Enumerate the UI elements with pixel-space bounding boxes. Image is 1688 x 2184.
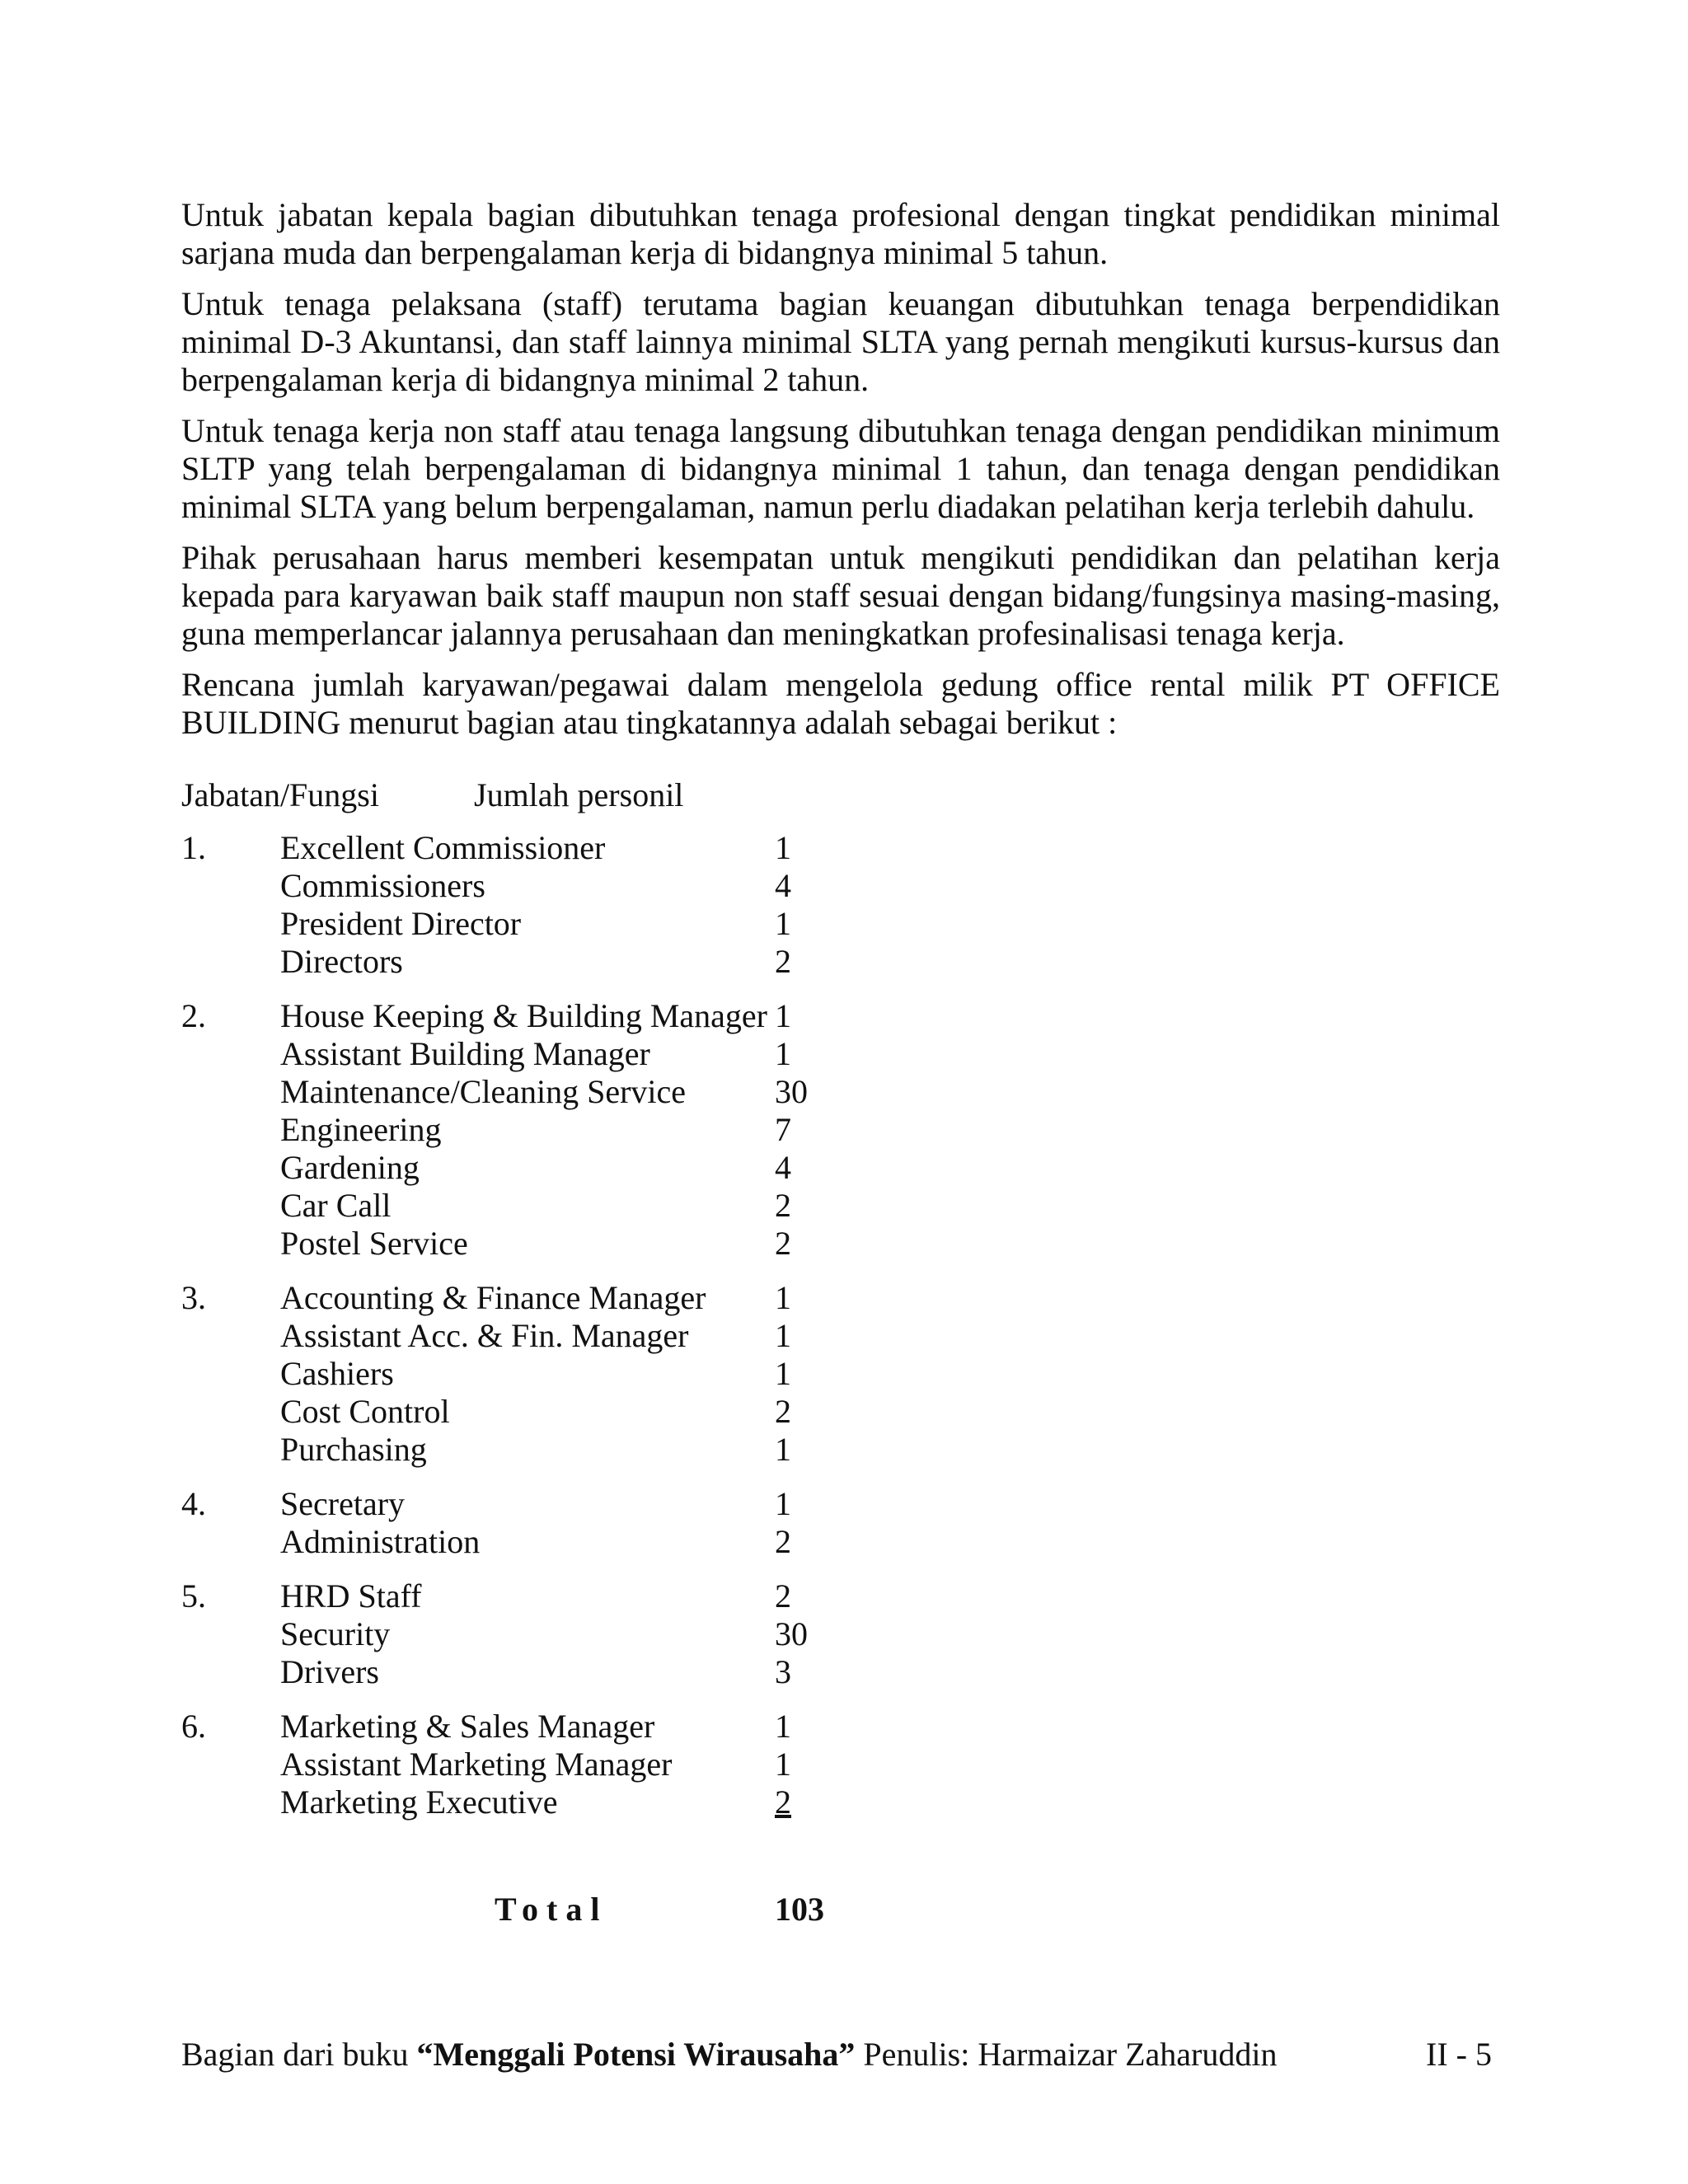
staff-count: 4 <box>775 1149 791 1186</box>
staff-count: 1 <box>775 1431 791 1468</box>
staff-role: Excellent Commissioner <box>280 829 606 866</box>
page-footer <box>181 2036 1500 2074</box>
staff-role: Cost Control <box>280 1393 450 1430</box>
group-number: 3. <box>181 1279 206 1316</box>
staff-count: 1 <box>775 829 791 866</box>
paragraph-5: Rencana jumlah karyawan/pegawai dalam mengelola gedung office rental milik PT OFFICE BUILDING menurut bagian atau tingkatannya adalah sebagai berikut : <box>181 666 1500 741</box>
group-number: 6. <box>181 1708 206 1745</box>
staff-count: 2 <box>775 1225 791 1262</box>
staff-count: 1 <box>775 997 791 1034</box>
staff-count: 1 <box>775 1746 791 1783</box>
staff-role: Security <box>280 1615 391 1652</box>
paragraph-1: Untuk jabatan kepala bagian dibutuhkan tenaga profesional dengan tingkat pendidikan minimal sarjana muda dan berpengalaman kerja di bidangnya minimal 5 tahun. <box>181 196 1500 271</box>
staff-group <box>181 1708 1170 1821</box>
staff-count: 2 <box>775 1783 791 1821</box>
staff-group <box>181 1485 1170 1561</box>
staff-row <box>181 1577 1170 1615</box>
total-label: Total <box>495 1891 608 1928</box>
staff-role: Directors <box>280 943 403 980</box>
staff-role: Drivers <box>280 1653 379 1690</box>
group-number: 4. <box>181 1485 206 1522</box>
staff-role: Commissioners <box>280 867 485 904</box>
staff-role: Gardening <box>280 1149 420 1186</box>
staff-row <box>181 1355 1170 1393</box>
staff-row <box>181 1393 1170 1431</box>
staff-list <box>181 829 1170 1838</box>
staff-count: 1 <box>775 1035 791 1072</box>
staff-role: Marketing Executive <box>280 1783 558 1821</box>
staff-row <box>181 1073 1170 1111</box>
staff-row <box>181 1187 1170 1225</box>
page-number: II - 5 <box>1426 2036 1492 2073</box>
staff-count: 2 <box>775 943 791 980</box>
column-header-position: Jabatan/Fungsi <box>181 776 379 813</box>
staff-row <box>181 1279 1170 1317</box>
footer-book-title: “Menggali Potensi Wirausaha” <box>416 2036 856 2073</box>
staff-count: 7 <box>775 1111 791 1148</box>
staff-row <box>181 1111 1170 1149</box>
staff-row <box>181 943 1170 981</box>
total-value: 103 <box>775 1891 824 1928</box>
staff-role: Purchasing <box>280 1431 427 1468</box>
staff-group <box>181 1279 1170 1469</box>
staff-role: President Director <box>280 905 522 942</box>
body-text <box>181 196 1500 755</box>
staff-role: Accounting & Finance Manager <box>280 1279 706 1316</box>
staff-role: Assistant Marketing Manager <box>280 1746 673 1783</box>
staff-count: 2 <box>775 1393 791 1430</box>
staff-count: 1 <box>775 1708 791 1745</box>
staff-role: House Keeping & Building Manager <box>280 997 767 1034</box>
column-header-count: Jumlah personil <box>474 776 684 813</box>
staff-role: Marketing & Sales Manager <box>280 1708 655 1745</box>
staff-role: HRD Staff <box>280 1577 422 1615</box>
staff-row <box>181 905 1170 943</box>
staff-role: Maintenance/Cleaning Service <box>280 1073 687 1110</box>
staff-count: 2 <box>775 1577 791 1615</box>
staff-row <box>181 1149 1170 1187</box>
staff-row <box>181 1035 1170 1073</box>
staff-role: Secretary <box>280 1485 406 1522</box>
staff-row <box>181 1523 1170 1561</box>
staff-row <box>181 997 1170 1035</box>
group-number: 5. <box>181 1577 206 1615</box>
staff-row <box>181 1317 1170 1355</box>
staff-count: 1 <box>775 1279 791 1316</box>
staff-role: Cashiers <box>280 1355 394 1392</box>
staff-count: 1 <box>775 905 791 942</box>
staff-count: 2 <box>775 1187 791 1224</box>
staff-row <box>181 1746 1170 1783</box>
staff-count: 2 <box>775 1523 791 1560</box>
staff-role: Engineering <box>280 1111 442 1148</box>
staff-row <box>181 1783 1170 1821</box>
paragraph-4: Pihak perusahaan harus memberi kesempatan untuk mengikuti pendidikan dan pelatihan kerja kepada para karyawan baik staff maupun non staff sesuai dengan bidang/fungsinya masing-masing, guna memperlancar jalannya perusahaan dan meningkatkan profesinalisasi tenaga kerja. <box>181 539 1500 652</box>
staff-row <box>181 1615 1170 1653</box>
paragraph-3: Untuk tenaga kerja non staff atau tenaga langsung dibutuhkan tenaga dengan pendidikan minimum SLTP yang telah berpengalaman di bidangnya minimal 1 tahun, dan tenaga dengan pendidikan minimal SLTA yang belum berpengalaman, namun perlu diadakan pelatihan kerja terlebih dahulu. <box>181 412 1500 525</box>
staff-count: 1 <box>775 1485 791 1522</box>
staff-role: Assistant Acc. & Fin. Manager <box>280 1317 689 1354</box>
footer-prefix: Bagian dari buku <box>181 2036 417 2073</box>
staff-count: 1 <box>775 1355 791 1392</box>
staff-count: 4 <box>775 867 791 904</box>
staff-count: 30 <box>775 1615 808 1652</box>
staff-role: Car Call <box>280 1187 392 1224</box>
group-number: 2. <box>181 997 206 1034</box>
staff-role: Postel Service <box>280 1225 468 1262</box>
staff-row <box>181 867 1170 905</box>
staff-count: 1 <box>775 1317 791 1354</box>
group-number: 1. <box>181 829 206 866</box>
staff-group <box>181 997 1170 1263</box>
footer-author: Penulis: Harmaizar Zaharuddin <box>855 2036 1278 2073</box>
staff-row <box>181 829 1170 867</box>
staff-role: Assistant Building Manager <box>280 1035 650 1072</box>
staff-count: 30 <box>775 1073 808 1110</box>
staff-row <box>181 1708 1170 1746</box>
staff-row <box>181 1431 1170 1469</box>
paragraph-2: Untuk tenaga pelaksana (staff) terutama bagian keuangan dibutuhkan tenaga berpendidikan minimal D-3 Akuntansi, dan staff lainnya minimal SLTA yang pernah mengikuti kursus-kursus dan berpengalaman kerja di bidangnya minimal 2 tahun. <box>181 285 1500 398</box>
staff-row <box>181 1225 1170 1263</box>
staff-row <box>181 1653 1170 1691</box>
staff-group <box>181 829 1170 981</box>
staff-count: 3 <box>775 1653 791 1690</box>
staff-role: Administration <box>280 1523 481 1560</box>
staff-group <box>181 1577 1170 1691</box>
staff-row <box>181 1485 1170 1523</box>
